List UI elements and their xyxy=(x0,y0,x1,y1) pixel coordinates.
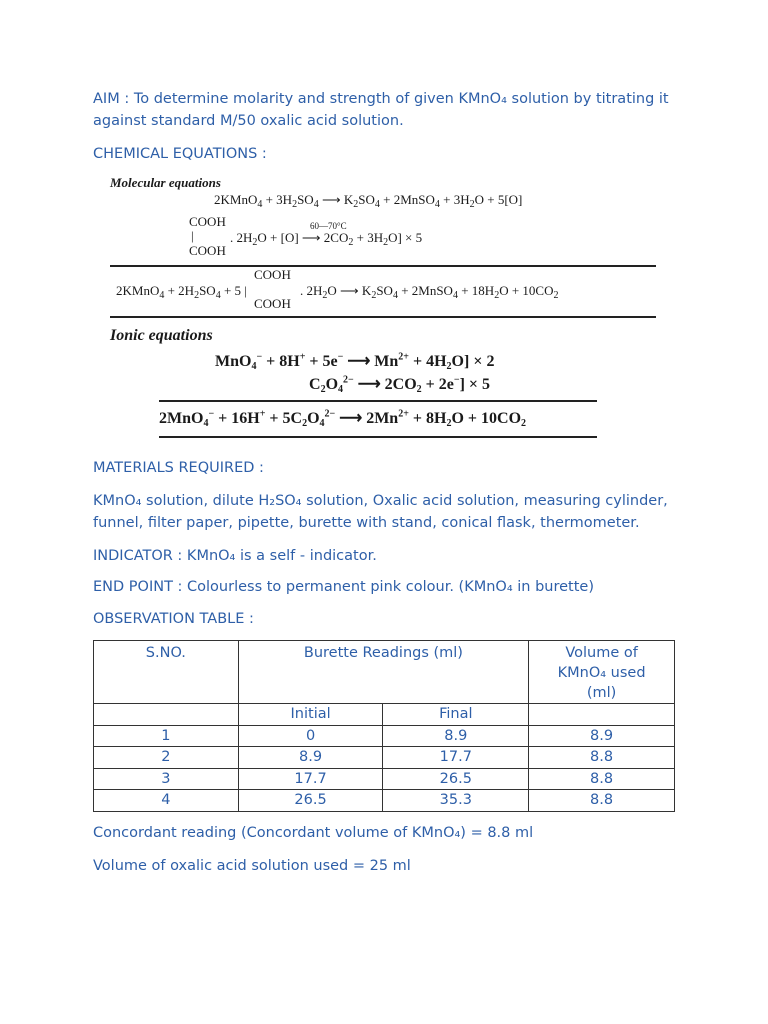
net-cooh-bottom: COOH xyxy=(254,296,291,311)
oxalic-volume-line: Volume of oxalic acid solution used = 25 ml xyxy=(93,858,411,874)
oxalic-cooh-top: COOH xyxy=(189,214,226,229)
oxalic-cooh-bottom: COOH xyxy=(189,243,226,258)
cell-final: 17.7 xyxy=(383,747,529,769)
temperature-condition: 60—70°C xyxy=(310,221,347,231)
indicator-line: INDICATOR : KMnO₄ is a self - indicator. xyxy=(93,548,377,564)
ionic-divider-2 xyxy=(159,436,597,438)
cell-final: 26.5 xyxy=(383,768,529,790)
endpoint-line: END POINT : Colourless to permanent pink colour. (KMnO₄ in burette) xyxy=(93,579,594,595)
table-row xyxy=(94,790,675,812)
aim-paragraph: AIM : To determine molarity and strength of given KMnO₄ solution by titrating it against standard M/50 oxalic acid solution. xyxy=(93,91,669,129)
table-subheader-row xyxy=(94,704,675,726)
observation-table xyxy=(93,640,675,812)
table-row xyxy=(94,747,675,769)
header-burette-readings: Burette Readings (ml) xyxy=(238,641,528,704)
cell-final: 35.3 xyxy=(383,790,529,812)
chemical-equations-heading: CHEMICAL EQUATIONS : xyxy=(93,146,267,162)
molecular-divider-2 xyxy=(110,316,656,318)
molecular-divider-1 xyxy=(110,265,656,267)
cell-sno: 3 xyxy=(94,768,239,790)
ionic-equations-heading: Ionic equations xyxy=(110,327,213,344)
header-sno: S.NO. xyxy=(94,641,239,704)
molecular-equation-1: 2KMnO$_4$ + $3H_2SO_4$ ⟶ $K_2SO_4$ + 2MnSO$_4$ + $3H_2O + 5[O]$ xyxy=(214,192,523,210)
table-header-row xyxy=(94,641,675,704)
ionic-net-equation: $2MnO_4^- + 16H^+ + 5C_2O_4^{2-}$ ⟶ $2Mn^{2+} + 8H_2O + 10CO_2$ xyxy=(159,408,527,429)
concordant-reading-line: Concordant reading (Concordant volume of KMnO₄) = 8.8 ml xyxy=(93,825,534,841)
subheader-empty-2 xyxy=(529,704,675,726)
molecular-equation-2: . $2H_2O + [O]$ ⟶ $2CO_2 + 3H_2O] \times 5$ xyxy=(230,230,423,248)
net-molecular-equation: 2KMnO$_4$ + $2H_2SO_4 + 5$ | xyxy=(116,283,247,301)
cell-final: 8.9 xyxy=(383,725,529,747)
cell-volume: 8.8 xyxy=(529,768,675,790)
aim-label: AIM xyxy=(93,91,120,107)
cell-initial: 8.9 xyxy=(238,747,383,769)
cell-initial: 26.5 xyxy=(238,790,383,812)
ionic-divider-1 xyxy=(159,400,597,402)
cell-volume: 8.8 xyxy=(529,790,675,812)
observation-heading: OBSERVATION TABLE : xyxy=(93,611,254,627)
table-row xyxy=(94,768,675,790)
materials-heading: MATERIALS REQUIRED : xyxy=(93,460,264,476)
cell-sno: 4 xyxy=(94,790,239,812)
materials-text: KMnO₄ solution, dilute H₂SO₄ solution, Oxalic acid solution, measuring cylinder, funnel, filter paper, pipette, burette with stand, conical flask, thermometer. xyxy=(93,493,668,531)
cell-volume: 8.9 xyxy=(529,725,675,747)
header-volume-used: Volume of KMnO₄ used (ml) xyxy=(529,641,675,704)
aim-text: To determine molarity and strength of given KMnO₄ solution by titrating it against standard M/50 oxalic acid solution. xyxy=(93,91,669,129)
net-cooh-top: COOH xyxy=(254,267,291,282)
table-row xyxy=(94,725,675,747)
header-initial: Initial xyxy=(238,704,383,726)
cell-sno: 1 xyxy=(94,725,239,747)
molecular-equations-heading: Molecular equations xyxy=(110,175,221,190)
cell-sno: 2 xyxy=(94,747,239,769)
ionic-equation-1: MnO$_4$− + 8H+ + 5e− ⟶ $Mn^{2+} + 4H_2O] \times 2$ xyxy=(215,351,495,372)
cell-volume: 8.8 xyxy=(529,747,675,769)
net-molecular-equation-rest: . $2H_2O$ ⟶ $K_2SO_4$ + 2MnSO$_4$ + $18H_2O + 10CO_2$ xyxy=(300,283,559,301)
cell-initial: 0 xyxy=(238,725,383,747)
header-final: Final xyxy=(383,704,529,726)
subheader-empty-1 xyxy=(94,704,239,726)
ionic-equation-2: $C_2O_4^{2-}$ ⟶ $2CO_2 + 2e^-] \times 5$ xyxy=(309,374,491,395)
oxalic-bond: | xyxy=(191,228,194,243)
cell-initial: 17.7 xyxy=(238,768,383,790)
